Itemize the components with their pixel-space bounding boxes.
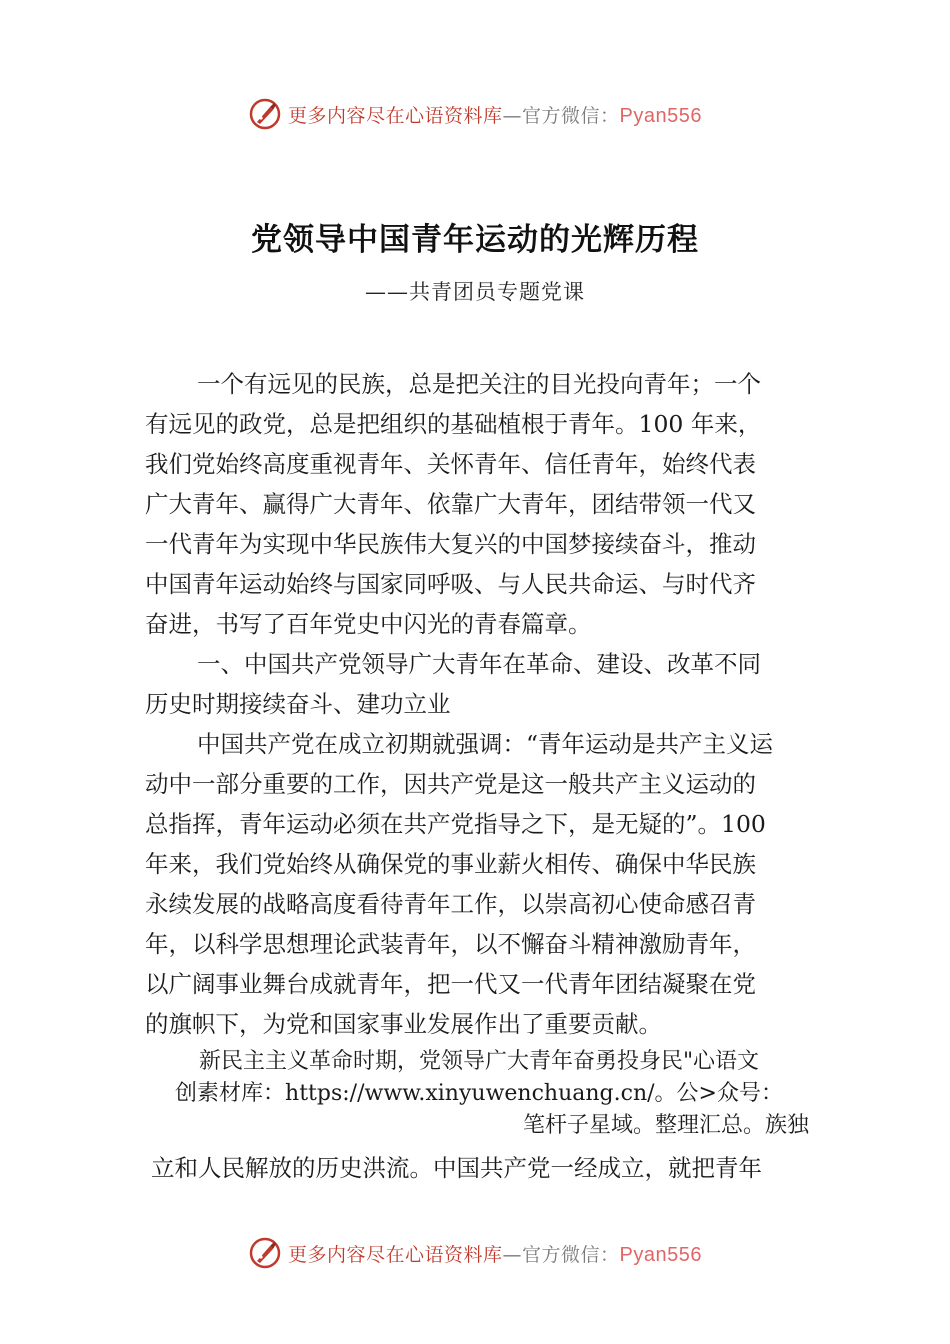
header-banner — [0, 92, 950, 136]
paragraph-line: 永续发展的战略高度看待青年工作，以崇高初心使命感召青 — [145, 890, 756, 918]
banner-prefix: 更多内容尽在心语资料库 — [288, 104, 503, 127]
document-body — [145, 364, 813, 1188]
paragraph-line: 笔杆子星域。整理汇总。族独 — [522, 1113, 809, 1138]
paragraph-line: 的旗帜下，为党和国家事业发展作出了重要贡献。 — [145, 1010, 662, 1038]
paragraph-line: 中国共产党在成立初期就强调：“青年运动是共产主义运 — [197, 730, 774, 758]
paragraph-line: 广大青年、赢得广大青年、依靠广大青年，团结带领一代又 — [145, 490, 756, 518]
pen-nib-icon — [248, 97, 282, 131]
paragraph-line: 动中一部分重要的工作，因共产党是这一般共产主义运动的 — [145, 770, 756, 798]
paragraph-line: 年，以科学思想理论武装青年，以不懈奋斗精神激励青年， — [145, 930, 756, 958]
section-heading-line: 历史时期接续奋斗、建功立业 — [145, 690, 451, 718]
paragraph-line: 有远见的政党，总是把组织的基础植根于青年。100 年来， — [145, 410, 762, 438]
page-title: 党领导中国青年运动的光辉历程 — [251, 222, 699, 258]
paragraph-line: 创素材库：https://www.xinyuwenchuang.cn/。公>众号： — [175, 1081, 783, 1106]
paragraph-line: 我们党始终高度重视青年、关怀青年、信任青年，始终代表 — [145, 450, 756, 478]
section-heading-line: 一、中国共产党领导广大青年在革命、建设、改革不同 — [197, 650, 761, 678]
banner-wechat-id: Pyan556 — [619, 1243, 702, 1266]
paragraph-line: 一个有远见的民族，总是把关注的目光投向青年；一个 — [197, 370, 761, 398]
banner-wechat-label: —官方微信： — [502, 1243, 620, 1266]
pen-nib-icon — [248, 1236, 282, 1270]
page-subtitle: ——共青团员专题党课 — [365, 280, 585, 304]
banner-wechat-label: —官方微信： — [502, 104, 620, 127]
paragraph-line: 新民主主义革命时期，党领导广大青年奋勇投身民"心语文 — [198, 1049, 760, 1074]
paragraph-line: 奋进，书写了百年党史中闪光的青春篇章。 — [145, 610, 592, 638]
paragraph-line: 立和人民解放的历史洪流。中国共产党一经成立，就把青年 — [151, 1154, 762, 1182]
paragraph-line: 以广阔事业舞台成就青年，把一代又一代青年团结凝聚在党 — [145, 970, 756, 998]
paragraph-line: 一代青年为实现中华民族伟大复兴的中国梦接续奋斗，推动 — [145, 530, 756, 558]
paragraph-line: 总指挥，青年运动必须在共产党指导之下，是无疑的”。100 — [145, 810, 766, 838]
banner-text — [288, 101, 702, 128]
footer-banner — [0, 1231, 950, 1275]
banner-wechat-id: Pyan556 — [619, 104, 702, 127]
paragraph-line: 中国青年运动始终与国家同呼吸、与人民共命运、与时代齐 — [145, 570, 756, 598]
banner-text — [288, 1240, 702, 1267]
paragraph-line: 年来，我们党始终从确保党的事业薪火相传、确保中华民族 — [145, 850, 756, 878]
banner-prefix: 更多内容尽在心语资料库 — [288, 1243, 503, 1266]
